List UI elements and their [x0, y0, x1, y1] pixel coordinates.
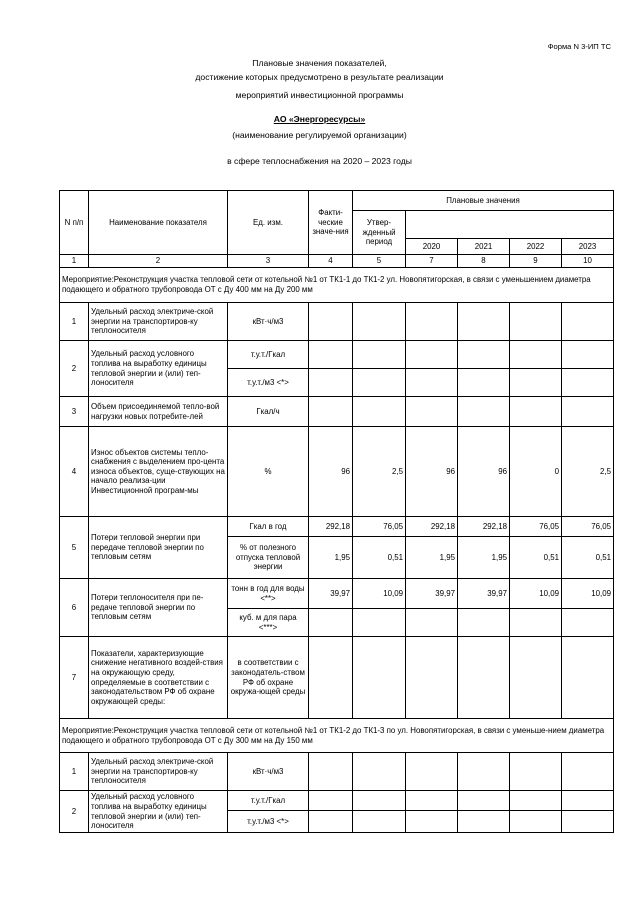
- value-cell: 76,05: [510, 517, 562, 537]
- measure-row-1: Мероприятие:Реконструкция участка тепловой сети от котельной №1 от ТК1-1 до ТК1-2 ул. Новопятигорская, в связи с уменьшением диаметра подающего и обратного трубопровода ОТ с Ду 400 мм на Ду 200 мм: [60, 268, 614, 303]
- col-number: 2: [89, 255, 228, 268]
- col-header-years-spacer: [406, 211, 614, 239]
- col-header-2021: 2021: [458, 239, 510, 255]
- col-header-name: Наименование показателя: [89, 191, 228, 255]
- col-number: 1: [60, 255, 89, 268]
- indicator-name: Удельный расход условного топлива на выработку единицы тепловой энергии и (или) теп-лоносителя: [89, 791, 228, 833]
- row-num: 2: [60, 791, 89, 833]
- value-cell: 96: [406, 427, 458, 517]
- value-cell: 10,09: [353, 579, 406, 609]
- indicator-unit: %: [228, 427, 309, 517]
- col-number: 5: [353, 255, 406, 268]
- value-cell: 39,97: [309, 579, 353, 609]
- doc-title-line1: Плановые значения показателей,: [252, 58, 387, 68]
- row-num: 2: [60, 341, 89, 397]
- value-cell: 10,09: [562, 579, 614, 609]
- indicator-name: Износ объектов системы тепло-снабжения с выделением про-цента износа объектов, суще-ствующих на начало реализа-ции Инвестиционной програм-мы: [89, 427, 228, 517]
- indicator-name: Удельный расход электриче-ской энергии на транспортиров-ку теплоносителя: [89, 303, 228, 341]
- value-cell: 0,51: [562, 537, 614, 579]
- indicator-name: Объем присоединяемой тепло-вой нагрузки новых потребите-лей: [89, 397, 228, 427]
- doc-title-line3: мероприятий инвестиционной программы: [235, 90, 404, 100]
- value-cell: 2,5: [353, 427, 406, 517]
- value-cell: 0,51: [510, 537, 562, 579]
- indicator-unit: кВт·ч/м3: [228, 753, 309, 791]
- value-cell: 1,95: [406, 537, 458, 579]
- col-number: 3: [228, 255, 309, 268]
- col-number: 7: [406, 255, 458, 268]
- indicator-name: Удельный расход электриче-ской энергии на транспортиров-ку теплоносителя: [89, 753, 228, 791]
- col-number: 9: [510, 255, 562, 268]
- col-header-actual: Факти-ческие значе-ния: [309, 191, 353, 255]
- indicator-unit: Гкал/ч: [228, 397, 309, 427]
- value-cell: 39,97: [406, 579, 458, 609]
- col-header-approved: Утвер-жденный период: [353, 211, 406, 255]
- indicator-unit: в соответствии с законодатель-ством РФ об охране окружа-ющей среды: [228, 637, 309, 719]
- form-number-label: Форма N 3-ИП ТС: [547, 42, 611, 51]
- row-num: 6: [60, 579, 89, 637]
- col-number: 4: [309, 255, 353, 268]
- col-header-num: N п/п: [60, 191, 89, 255]
- value-cell: 292,18: [309, 517, 353, 537]
- organization-caption: (наименование регулируемой организации): [232, 130, 407, 140]
- col-number: 8: [458, 255, 510, 268]
- indicator-unit: т.у.т./м3 <*>: [228, 811, 309, 833]
- value-cell: 96: [309, 427, 353, 517]
- col-header-unit: Ед. изм.: [228, 191, 309, 255]
- indicator-unit: куб. м для пара <***>: [228, 609, 309, 637]
- col-header-2023: 2023: [562, 239, 614, 255]
- row-num: 5: [60, 517, 89, 579]
- value-cell: 292,18: [406, 517, 458, 537]
- value-cell: 10,09: [510, 579, 562, 609]
- value-cell: 96: [458, 427, 510, 517]
- value-cell: 76,05: [353, 517, 406, 537]
- col-header-planned: Плановые значения: [353, 191, 614, 211]
- value-cell: 2,5: [562, 427, 614, 517]
- value-cell: 292,18: [458, 517, 510, 537]
- value-cell: 1,95: [309, 537, 353, 579]
- col-number: 10: [562, 255, 614, 268]
- indicator-name: Показатели, характеризующие снижение негативного воздей-ствия на окружающую среду, определяемые в соответствии с законодательством РФ об охране окружающей среды:: [89, 637, 228, 719]
- value-cell: 1,95: [458, 537, 510, 579]
- col-header-2020: 2020: [406, 239, 458, 255]
- row-num: 3: [60, 397, 89, 427]
- measure-row-2: Мероприятие:Реконструкция участка тепловой сети от котельной №1 от ТК1-2 до ТК1-3 по ул. Новопятигорская, в связи с уменьше-нием диаметра подающего и обратного трубопровода ОТ с Ду 300 мм на Ду 150 мм: [60, 719, 614, 753]
- col-header-2022: 2022: [510, 239, 562, 255]
- row-num: 1: [60, 303, 89, 341]
- indicator-name: Потери теплоносителя при пе-редаче тепловой энергии по тепловым сетям: [89, 579, 228, 637]
- indicator-unit: тонн в год для воды <**>: [228, 579, 309, 609]
- value-cell: 0,51: [353, 537, 406, 579]
- value-cell: 76,05: [562, 517, 614, 537]
- row-num: 7: [60, 637, 89, 719]
- indicator-unit: кВт·ч/м3: [228, 303, 309, 341]
- row-num: 1: [60, 753, 89, 791]
- sphere-line: в сфере теплоснабжения на 2020 – 2023 годы: [227, 156, 412, 166]
- organization-name: [0, 114, 639, 125]
- row-num: 4: [60, 427, 89, 517]
- value-cell: 39,97: [458, 579, 510, 609]
- indicator-unit: % от полезного отпуска тепловой энергии: [228, 537, 309, 579]
- value-cell: 0: [510, 427, 562, 517]
- organization-name-text: АО «Энергоресурсы»: [273, 114, 366, 124]
- indicator-unit: т.у.т./Гкал: [228, 791, 309, 811]
- indicators-table: [59, 190, 614, 833]
- indicator-unit: т.у.т./Гкал: [228, 341, 309, 369]
- doc-title-line2: достижение которых предусмотрено в результате реализации: [195, 72, 444, 82]
- indicator-unit: т.у.т./м3 <*>: [228, 369, 309, 397]
- indicator-name: Потери тепловой энергии при передаче тепловой энергии по тепловым сетям: [89, 517, 228, 579]
- indicator-unit: Гкал в год: [228, 517, 309, 537]
- indicator-name: Удельный расход условного топлива на выработку единицы тепловой энергии и (или) теп-лоносителя: [89, 341, 228, 397]
